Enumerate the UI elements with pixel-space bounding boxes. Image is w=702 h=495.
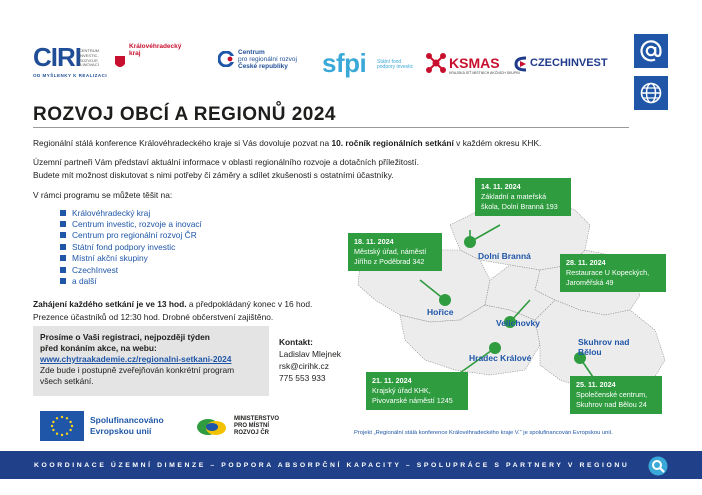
bullet-icon	[60, 267, 66, 273]
list-item-label: Místní akční skupiny	[72, 253, 148, 264]
list-item	[60, 218, 260, 229]
list-item	[60, 230, 260, 241]
event-card-hradec-kralove	[366, 372, 468, 410]
bullet-icon	[60, 244, 66, 250]
program-heading: V rámci programu se můžete těšit na:	[33, 190, 173, 200]
end-time: a předpokládaný konec v 16 hod.	[186, 299, 313, 309]
city-velichovky: Velichovky	[496, 318, 540, 328]
khk-logo	[115, 42, 210, 76]
event-venue: Krajský úřad KHK,	[372, 386, 431, 395]
registration-text	[40, 332, 268, 387]
registration-line: všech setkání.	[40, 376, 94, 386]
at-icon	[639, 39, 663, 63]
bullet-icon	[60, 210, 66, 216]
czechinvest-logo	[514, 55, 608, 75]
event-date: 25. 11. 2024	[576, 380, 616, 389]
city-skuhrov-line: Bělou	[578, 347, 602, 357]
intro-paragraph-1	[33, 137, 633, 150]
page-title: ROZVOJ OBCÍ A REGIONŮ 2024	[33, 104, 336, 125]
list-item	[60, 207, 260, 218]
pin-horice	[439, 294, 451, 306]
list-item-label: CzechInvest	[72, 264, 119, 275]
city-skuhrov-line: Skuhrov nad	[578, 337, 630, 347]
city-skuhrov	[578, 337, 629, 357]
event-card-skuhrov	[570, 376, 662, 414]
event-date: 21. 11. 2024	[372, 376, 412, 385]
ksmas-logo	[425, 52, 520, 80]
start-time: Zahájení každého setkání je ve 13 hod.	[33, 299, 187, 309]
crr-line: České republiky	[238, 62, 288, 70]
list-item	[60, 275, 260, 286]
contact-email[interactable]: rsk@cirihk.cz	[279, 361, 329, 371]
search-icon	[648, 456, 668, 476]
city-dolni-branna: Dolní Branná	[478, 251, 531, 261]
list-item-label: Centrum pro regionální rozvoj ČR	[72, 230, 197, 241]
registration-line: před konáním akce, na webu:	[40, 343, 157, 353]
city-hradec-kralove: Hradec Králové	[469, 353, 532, 363]
mmr-logo	[196, 414, 306, 442]
email-button[interactable]	[634, 34, 668, 68]
city-horice: Hořice	[427, 307, 454, 317]
ksmas-logo-sub: KRAJSKÁ SÍŤ MÍSTNÍCH AKČNÍCH SKUPIN	[449, 71, 520, 75]
mmr-line: ROZVOJ ČR	[234, 430, 270, 436]
event-date: 28. 11. 2024	[566, 258, 606, 267]
intro-text: v každém okresu KHK.	[453, 138, 542, 148]
khk-emblem-icon	[115, 56, 125, 70]
footer-text: KOORDINACE ÚZEMNÍ DIMENZE – PODPORA ABSORPČNÍ KAPACITY – SPOLUPRÁCE S PARTNERY V REGIONU	[34, 461, 630, 469]
ciri-logo-name: CIRI	[33, 42, 81, 72]
globe-icon	[639, 81, 663, 105]
list-item-label: Centrum investic, rozvoje a inovací	[72, 219, 202, 230]
bullet-icon	[60, 221, 66, 227]
bullet-icon	[60, 255, 66, 261]
registration-line: Prosíme o Vaši registraci, nejpozději týden	[40, 332, 210, 342]
sfpi-line: podpory investic	[377, 64, 414, 71]
event-card-horice	[348, 233, 442, 271]
eu-flag-icon	[40, 411, 84, 441]
list-item	[60, 264, 260, 275]
crr-line: Centrum	[238, 49, 265, 56]
event-venue: Městský úřad, náměstí	[354, 247, 427, 256]
ciri-line: CENTRUM	[79, 48, 99, 53]
ksmas-network-icon	[425, 52, 447, 74]
crr-line: pro regionální rozvoj	[238, 55, 297, 63]
crr-logo	[218, 50, 318, 78]
event-venue: Skuhrov nad Bělou 24	[576, 400, 647, 409]
event-venue: Pivovarské náměstí 1245	[372, 396, 453, 405]
web-button[interactable]	[634, 76, 668, 110]
mmr-emblem-icon	[196, 416, 230, 438]
footer-search-button[interactable]	[648, 456, 668, 476]
list-item-label: Královéhradecký kraj	[72, 207, 151, 218]
list-item	[60, 241, 260, 252]
list-item-label: Státní fond podpory investic	[72, 241, 176, 252]
project-note: Projekt „Regionální stálá konference Královéhradeckého kraje V.“ je spolufinancován Evropskou unií.	[354, 430, 613, 436]
czechinvest-logo-name: CZECHINVEST	[530, 57, 608, 69]
event-date: 18. 11. 2024	[354, 237, 394, 246]
event-date: 14. 11. 2024	[481, 182, 521, 191]
contact-heading: Kontakt:	[279, 337, 313, 347]
pin-dolni-branna	[464, 236, 476, 248]
event-venue: škola, Dolní Branná 193	[481, 202, 558, 211]
event-venue: Společenské centrum,	[576, 390, 648, 399]
title-divider	[33, 127, 629, 128]
contact-name: Ladislav Mlejnek	[279, 349, 341, 359]
event-venue: Jiřího z Poděbrad 342	[354, 257, 425, 266]
eu-line: Evropskou unií	[90, 425, 152, 436]
ksmas-logo-name: KSMAS	[449, 55, 500, 71]
intro-text: Regionální stálá konference Královéhradeckého kraje si Vás dovoluje pozvat na	[33, 138, 332, 148]
ciri-logo	[33, 42, 108, 80]
crr-mark-icon	[218, 51, 234, 67]
eu-logo	[40, 411, 190, 443]
event-card-velichovky	[560, 254, 666, 292]
event-venue: Restaurace U Kopeckých,	[566, 268, 650, 277]
timing-info	[33, 298, 363, 323]
bullet-icon	[60, 232, 66, 238]
registration-line: Zde bude i postupně zveřejňován konkrétní program	[40, 365, 235, 375]
contact-phone: 775 553 933	[279, 373, 326, 383]
mmr-line: PRO MÍSTNÍ	[234, 423, 270, 429]
intro-text: Budete mít možnost diskutovat s nimi potřeby či záměry a sdílet zkušenosti s ostatními účastníky.	[33, 169, 394, 180]
czechinvest-mark-icon	[514, 56, 528, 72]
list-item	[60, 253, 260, 264]
event-venue: Základní a mateřská	[481, 192, 547, 201]
intro-highlight: 10. ročník regionálních setkání	[331, 138, 454, 148]
event-venue: Jaroměřská 49	[566, 278, 614, 287]
khk-line: kraj	[129, 49, 141, 57]
mmr-line: MINISTERSTVO	[234, 416, 280, 422]
ciri-line: INVESTIC, ROZVOJE	[79, 52, 99, 63]
sfpi-logo-name: sfpi	[322, 48, 367, 78]
eu-line: Spolufinancováno	[90, 415, 164, 425]
list-item-label: a další	[72, 276, 97, 287]
registration-time: Prezence účastníků od 12:30 hod. Drobné občerstvení zajištěno.	[33, 311, 274, 322]
registration-link[interactable]: www.chytraakademie.cz/regionalni-setkani-2024	[40, 354, 232, 364]
khk-line: Královéhradecký	[129, 43, 182, 50]
program-list	[60, 207, 260, 287]
ciri-line: A INOVACÍ	[79, 62, 99, 68]
sfpi-logo	[322, 50, 422, 80]
sfpi-line: Státní fond	[377, 59, 402, 65]
ciri-tagline: OD MYŠLENKY K REALIZACI	[33, 73, 108, 78]
event-card-dolni-branna	[475, 178, 571, 216]
bullet-icon	[60, 278, 66, 284]
intro-text: Územní partneři Vám představí aktuální informace v oblasti regionálního rozvoje a dotačních příležitostí.	[33, 157, 419, 167]
footer-bar	[0, 451, 702, 479]
